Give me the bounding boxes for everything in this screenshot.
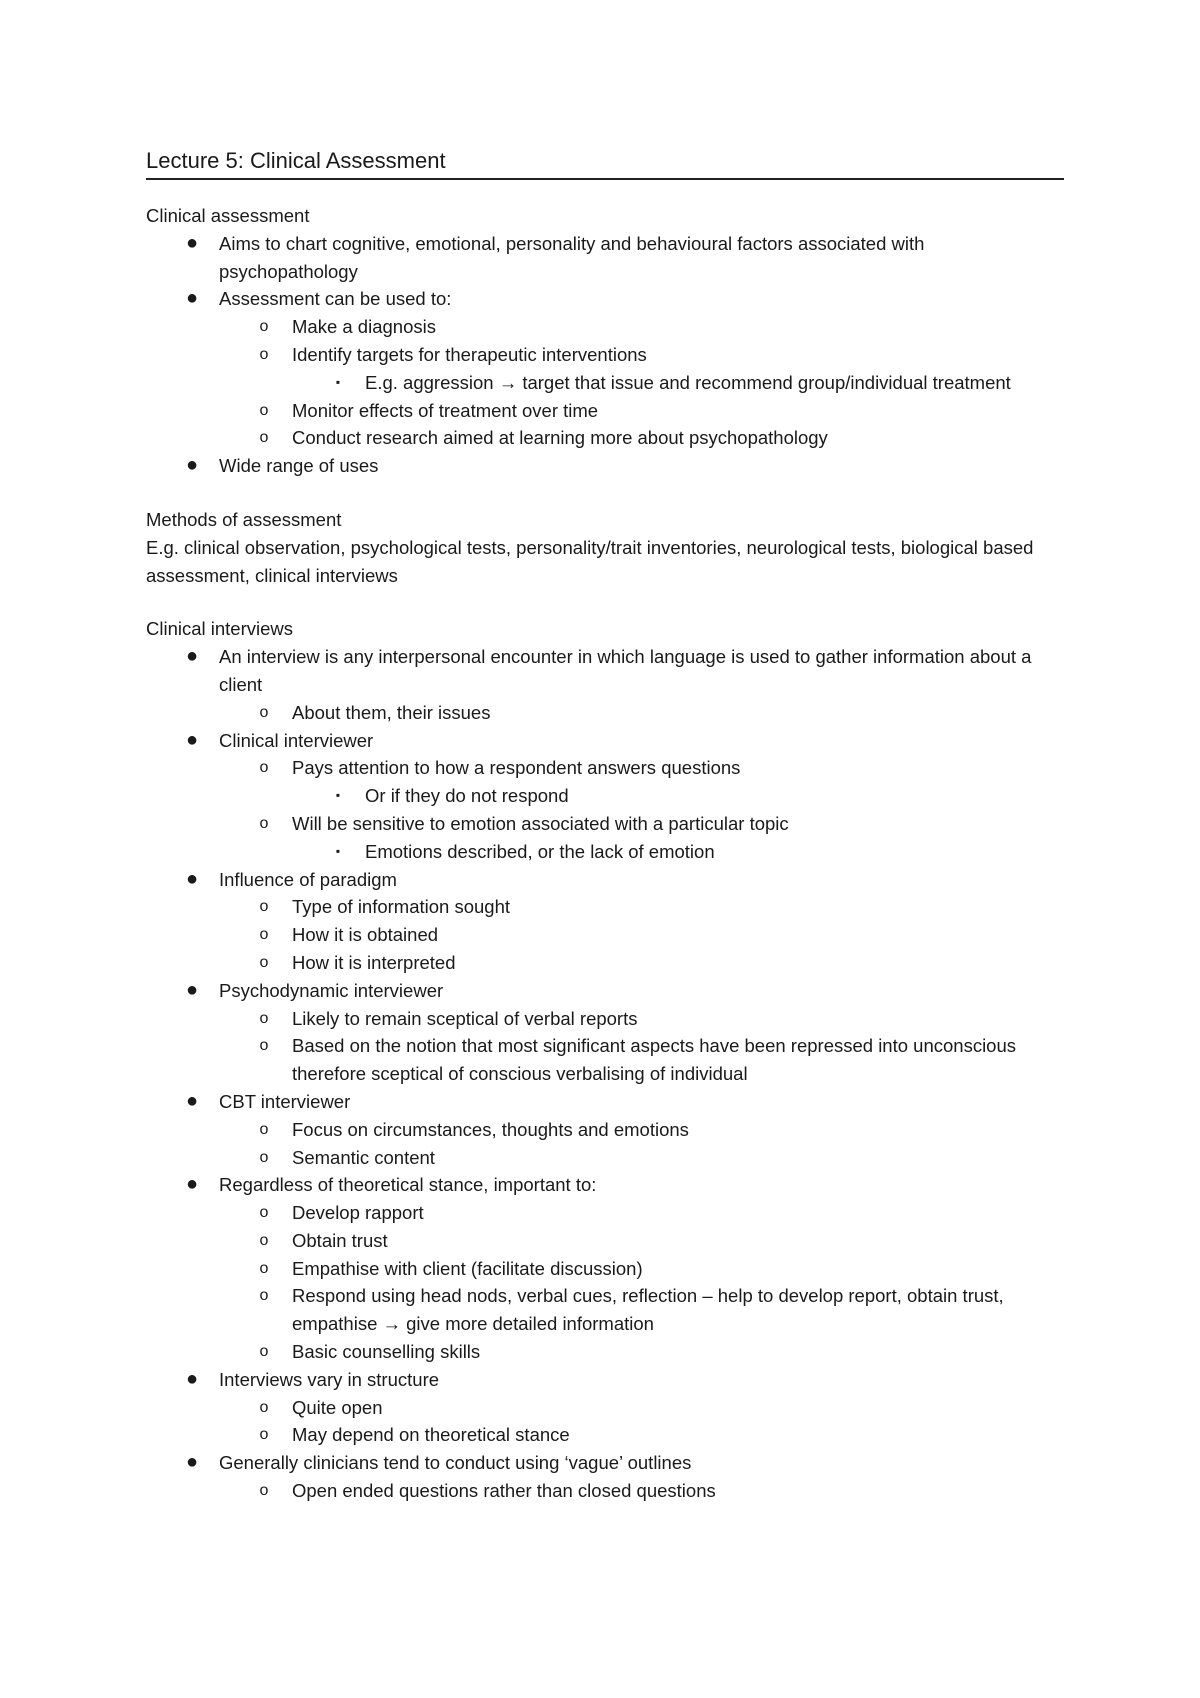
- circle-bullet-icon: o: [259, 1009, 269, 1027]
- circle-bullet-icon: o: [259, 759, 269, 777]
- list-item: [146, 1199, 1064, 1227]
- list-item: [146, 1116, 1064, 1144]
- list-item: [146, 1282, 1064, 1338]
- list-item: [146, 341, 1064, 397]
- list-item: [146, 866, 1064, 977]
- bullet-list-level-3: [146, 369, 1064, 397]
- list-item-text: Respond using head nods, verbal cues, reflection – help to develop report, obtain trust, empathise → give more detailed information: [292, 1285, 1004, 1335]
- square-bullet-icon: ▪: [335, 788, 341, 803]
- circle-bullet-icon: o: [259, 1231, 269, 1249]
- list-item-text: Will be sensitive to emotion associated with a particular topic: [292, 812, 789, 834]
- bullet-list-level-2: [146, 1005, 1064, 1088]
- circle-bullet-icon: o: [259, 1426, 269, 1444]
- bullet-icon: ●: [185, 287, 199, 310]
- bullet-icon: ●: [185, 1367, 199, 1390]
- bullet-icon: ●: [185, 867, 199, 890]
- circle-bullet-icon: o: [259, 318, 269, 336]
- square-bullet-icon: ▪: [335, 374, 341, 389]
- list-item: [146, 369, 1064, 397]
- list-item-text: Type of information sought: [292, 896, 511, 918]
- bullet-icon: ●: [185, 1089, 199, 1112]
- circle-bullet-icon: o: [259, 1148, 269, 1166]
- list-item-text: Monitor effects of treatment over time: [292, 399, 599, 421]
- document-body: [146, 202, 1064, 1505]
- list-item: [146, 921, 1064, 949]
- list-item: [146, 1394, 1064, 1422]
- bullet-icon: ●: [185, 1173, 199, 1196]
- list-item-text: Emotions described, or the lack of emotion: [365, 840, 715, 862]
- bullet-icon: ●: [185, 728, 199, 751]
- list-item-text: Generally clinicians tend to conduct using ‘vague’ outlines: [219, 1452, 692, 1474]
- circle-bullet-icon: o: [259, 1037, 269, 1055]
- bullet-icon: ●: [185, 978, 199, 1001]
- list-item-text: E.g. aggression → target that issue and recommend group/individual treatment: [365, 371, 1011, 393]
- list-item-text: Interviews vary in structure: [219, 1368, 440, 1390]
- bullet-list-level-2: [146, 1116, 1064, 1172]
- bullet-list-level-2: [146, 1394, 1064, 1450]
- list-item: [146, 285, 1064, 452]
- bullet-list-level-2: [146, 699, 1064, 727]
- list-item-text: Empathise with client (facilitate discussion): [292, 1257, 643, 1279]
- list-item: [146, 397, 1064, 425]
- circle-bullet-icon: o: [259, 1343, 269, 1361]
- circle-bullet-icon: o: [259, 429, 269, 447]
- list-item: [146, 1088, 1064, 1171]
- list-item-text: Clinical interviewer: [219, 729, 374, 751]
- list-item-text: Develop rapport: [292, 1202, 424, 1224]
- list-item: [146, 1032, 1064, 1088]
- list-item-text: Conduct research aimed at learning more about psychopathology: [292, 427, 828, 449]
- bullet-icon: ●: [185, 1451, 199, 1474]
- list-item-text: Semantic content: [292, 1146, 435, 1168]
- bullet-list-level-2: [146, 893, 1064, 976]
- list-item: [146, 1005, 1064, 1033]
- circle-bullet-icon: o: [259, 953, 269, 971]
- list-item: [146, 1227, 1064, 1255]
- list-item: [146, 1171, 1064, 1366]
- list-item-text: Open ended questions rather than closed questions: [292, 1480, 716, 1502]
- list-item: [146, 727, 1064, 866]
- circle-bullet-icon: o: [259, 898, 269, 916]
- list-item-text: Obtain trust: [292, 1229, 388, 1251]
- list-item: [146, 1144, 1064, 1172]
- section-heading: Methods of assessment: [146, 508, 342, 530]
- circle-bullet-icon: o: [259, 814, 269, 832]
- circle-bullet-icon: o: [259, 926, 269, 944]
- list-item-text: How it is obtained: [292, 924, 439, 946]
- section-spacer: [146, 589, 1064, 615]
- list-item-text: Focus on circumstances, thoughts and emotions: [292, 1118, 689, 1140]
- circle-bullet-icon: o: [259, 1287, 269, 1305]
- bullet-list-level-3: [146, 838, 1064, 866]
- list-item-text: Psychodynamic interviewer: [219, 979, 444, 1001]
- list-item: [146, 754, 1064, 810]
- list-item-text: How it is interpreted: [292, 951, 456, 973]
- list-item-text: Basic counselling skills: [292, 1341, 481, 1363]
- list-item: [146, 977, 1064, 1088]
- bullet-icon: ●: [185, 454, 199, 477]
- circle-bullet-icon: o: [259, 345, 269, 363]
- document-page: [146, 146, 1064, 1505]
- bullet-list-level-2: [146, 313, 1064, 452]
- list-item: [146, 424, 1064, 452]
- list-item-text: Likely to remain sceptical of verbal reports: [292, 1007, 638, 1029]
- list-item-text: About them, their issues: [292, 701, 491, 723]
- list-item: [146, 949, 1064, 977]
- list-item: [146, 810, 1064, 866]
- list-item-text: Regardless of theoretical stance, important to:: [219, 1174, 597, 1196]
- section-spacer: [146, 480, 1064, 506]
- section: [146, 615, 1064, 1505]
- bullet-list-level-2: [146, 1199, 1064, 1366]
- bullet-list-level-2: [146, 1477, 1064, 1505]
- circle-bullet-icon: o: [259, 1482, 269, 1500]
- list-item: [146, 230, 1064, 286]
- circle-bullet-icon: o: [259, 703, 269, 721]
- bullet-icon: ●: [185, 231, 199, 254]
- section: [146, 202, 1064, 480]
- circle-bullet-icon: o: [259, 401, 269, 419]
- list-item-text: Influence of paradigm: [219, 868, 397, 890]
- square-bullet-icon: ▪: [335, 843, 341, 858]
- list-item-text: Wide range of uses: [219, 455, 379, 477]
- list-item: [146, 1421, 1064, 1449]
- list-item-text: Assessment can be used to:: [219, 288, 452, 310]
- list-item: [146, 838, 1064, 866]
- list-item: [146, 699, 1064, 727]
- list-item: [146, 452, 1064, 480]
- list-item: [146, 1449, 1064, 1505]
- list-item: [146, 1366, 1064, 1449]
- list-item-text: Quite open: [292, 1396, 383, 1418]
- section-heading: Clinical assessment: [146, 205, 310, 226]
- circle-bullet-icon: o: [259, 1120, 269, 1138]
- list-item-text: Based on the notion that most significant aspects have been repressed into unconscious therefore sceptical of conscious verbalising of individual: [292, 1035, 1017, 1085]
- list-item-text: Pays attention to how a respondent answers questions: [292, 757, 741, 779]
- list-item-text: An interview is any interpersonal encounter in which language is used to gather information about a client: [219, 646, 1032, 695]
- list-item: [146, 643, 1064, 726]
- section: [146, 506, 1064, 589]
- list-item: [146, 893, 1064, 921]
- page-title: Lecture 5: Clinical Assessment: [146, 146, 1064, 180]
- list-item-text: CBT interviewer: [219, 1090, 351, 1112]
- circle-bullet-icon: o: [259, 1398, 269, 1416]
- list-item: [146, 1477, 1064, 1505]
- list-item-text: Aims to chart cognitive, emotional, personality and behavioural factors associated with psychopathology: [219, 232, 925, 282]
- list-item-text: Make a diagnosis: [292, 316, 436, 338]
- list-item-text: Or if they do not respond: [365, 785, 569, 807]
- section-paragraph: E.g. clinical observation, psychological tests, personality/trait inventories, neurological tests, biological based assessment, clinical interviews: [146, 536, 1034, 586]
- bullet-list-level-1: [146, 230, 1064, 480]
- list-item: [146, 1255, 1064, 1283]
- list-item: [146, 782, 1064, 810]
- bullet-list-level-3: [146, 782, 1064, 810]
- circle-bullet-icon: o: [259, 1204, 269, 1222]
- bullet-list-level-1: [146, 643, 1064, 1505]
- list-item: [146, 1338, 1064, 1366]
- bullet-list-level-2: [146, 754, 1064, 865]
- circle-bullet-icon: o: [259, 1259, 269, 1277]
- bullet-icon: ●: [185, 645, 199, 668]
- list-item: [146, 313, 1064, 341]
- list-item-text: Identify targets for therapeutic interventions: [292, 343, 647, 365]
- list-item-text: May depend on theoretical stance: [292, 1424, 570, 1446]
- section-heading: Clinical interviews: [146, 618, 294, 640]
